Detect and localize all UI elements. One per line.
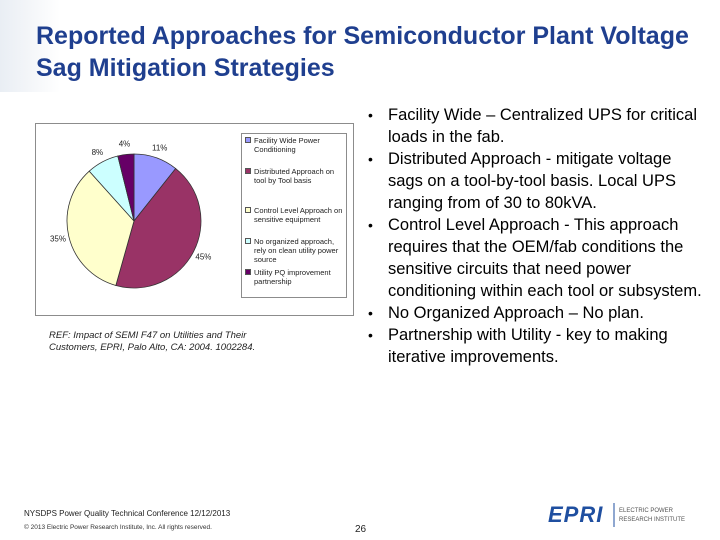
bullet-item (366, 214, 706, 302)
bullet-icon: • (368, 305, 373, 321)
legend-label: Facility Wide Power Conditioning (254, 136, 320, 154)
footer-conference: NYSDPS Power Quality Technical Conference 12/12/2013 (24, 509, 231, 518)
pie-data-label: 4% (118, 139, 131, 149)
bullet-icon: • (368, 217, 373, 233)
legend-label: Utility PQ improvement partnership (254, 268, 331, 286)
bullet-icon: • (368, 107, 373, 123)
bullet-icon: • (368, 327, 373, 343)
pie-data-label: 8% (91, 148, 104, 158)
legend-label: No organized approach, rely on clean utility power source (254, 237, 339, 264)
legend-swatch (245, 238, 251, 244)
footer-copyright: © 2013 Electric Power Research Institute, Inc. All rights reserved. (24, 524, 212, 531)
legend-swatch (245, 168, 251, 174)
page-title: Reported Approaches for Semiconductor Plant Voltage Sag Mitigation Strategies (36, 22, 689, 82)
svg-text:RESEARCH INSTITUTE: RESEARCH INSTITUTE (619, 517, 686, 523)
svg-text:EPRI: EPRI (548, 502, 604, 527)
epri-logo-mark (548, 500, 698, 530)
pie-data-label: 35% (49, 234, 67, 244)
bullet-text: No Organized Approach – No plan. (388, 304, 644, 322)
legend-swatch (245, 137, 251, 143)
reference-citation: REF: Impact of SEMI F47 on Utilities and Their Customers, EPRI, Palo Alto, CA: 2004. 1002284. (49, 330, 256, 353)
bullet-text: Control Level Approach - This approach requires that the OEM/fab conditions the sensitive circuits that need power conditioning within each tool or subsystem. (388, 216, 702, 300)
bullet-icon: • (368, 151, 373, 167)
legend-label: Control Level Approach on sensitive equipment (254, 206, 343, 224)
bullet-text: Facility Wide – Centralized UPS for critical loads in the fab. (388, 106, 698, 146)
pie-data-label: 11% (151, 143, 168, 153)
legend-swatch (245, 269, 251, 275)
bullet-item (366, 148, 706, 214)
pie-chart (36, 124, 241, 313)
bullet-list (366, 104, 706, 368)
page-number: 26 (355, 524, 367, 535)
bullet-item (366, 324, 706, 368)
legend-swatch (245, 207, 251, 213)
bullet-text: Partnership with Utility - key to making iterative improvements. (388, 326, 668, 366)
svg-text:ELECTRIC POWER: ELECTRIC POWER (619, 508, 674, 514)
bullet-text: Distributed Approach - mitigate voltage sags on a tool-by-tool basis. Local UPS ranging from of 30 to 80kVA. (388, 150, 676, 212)
chart-legend (241, 133, 347, 298)
bullet-item (366, 104, 706, 148)
epri-logo (548, 500, 698, 535)
legend-label: Distributed Approach on tool by Tool basis (254, 167, 335, 185)
bullet-item (366, 302, 706, 324)
pie-data-label: 45% (195, 252, 212, 262)
